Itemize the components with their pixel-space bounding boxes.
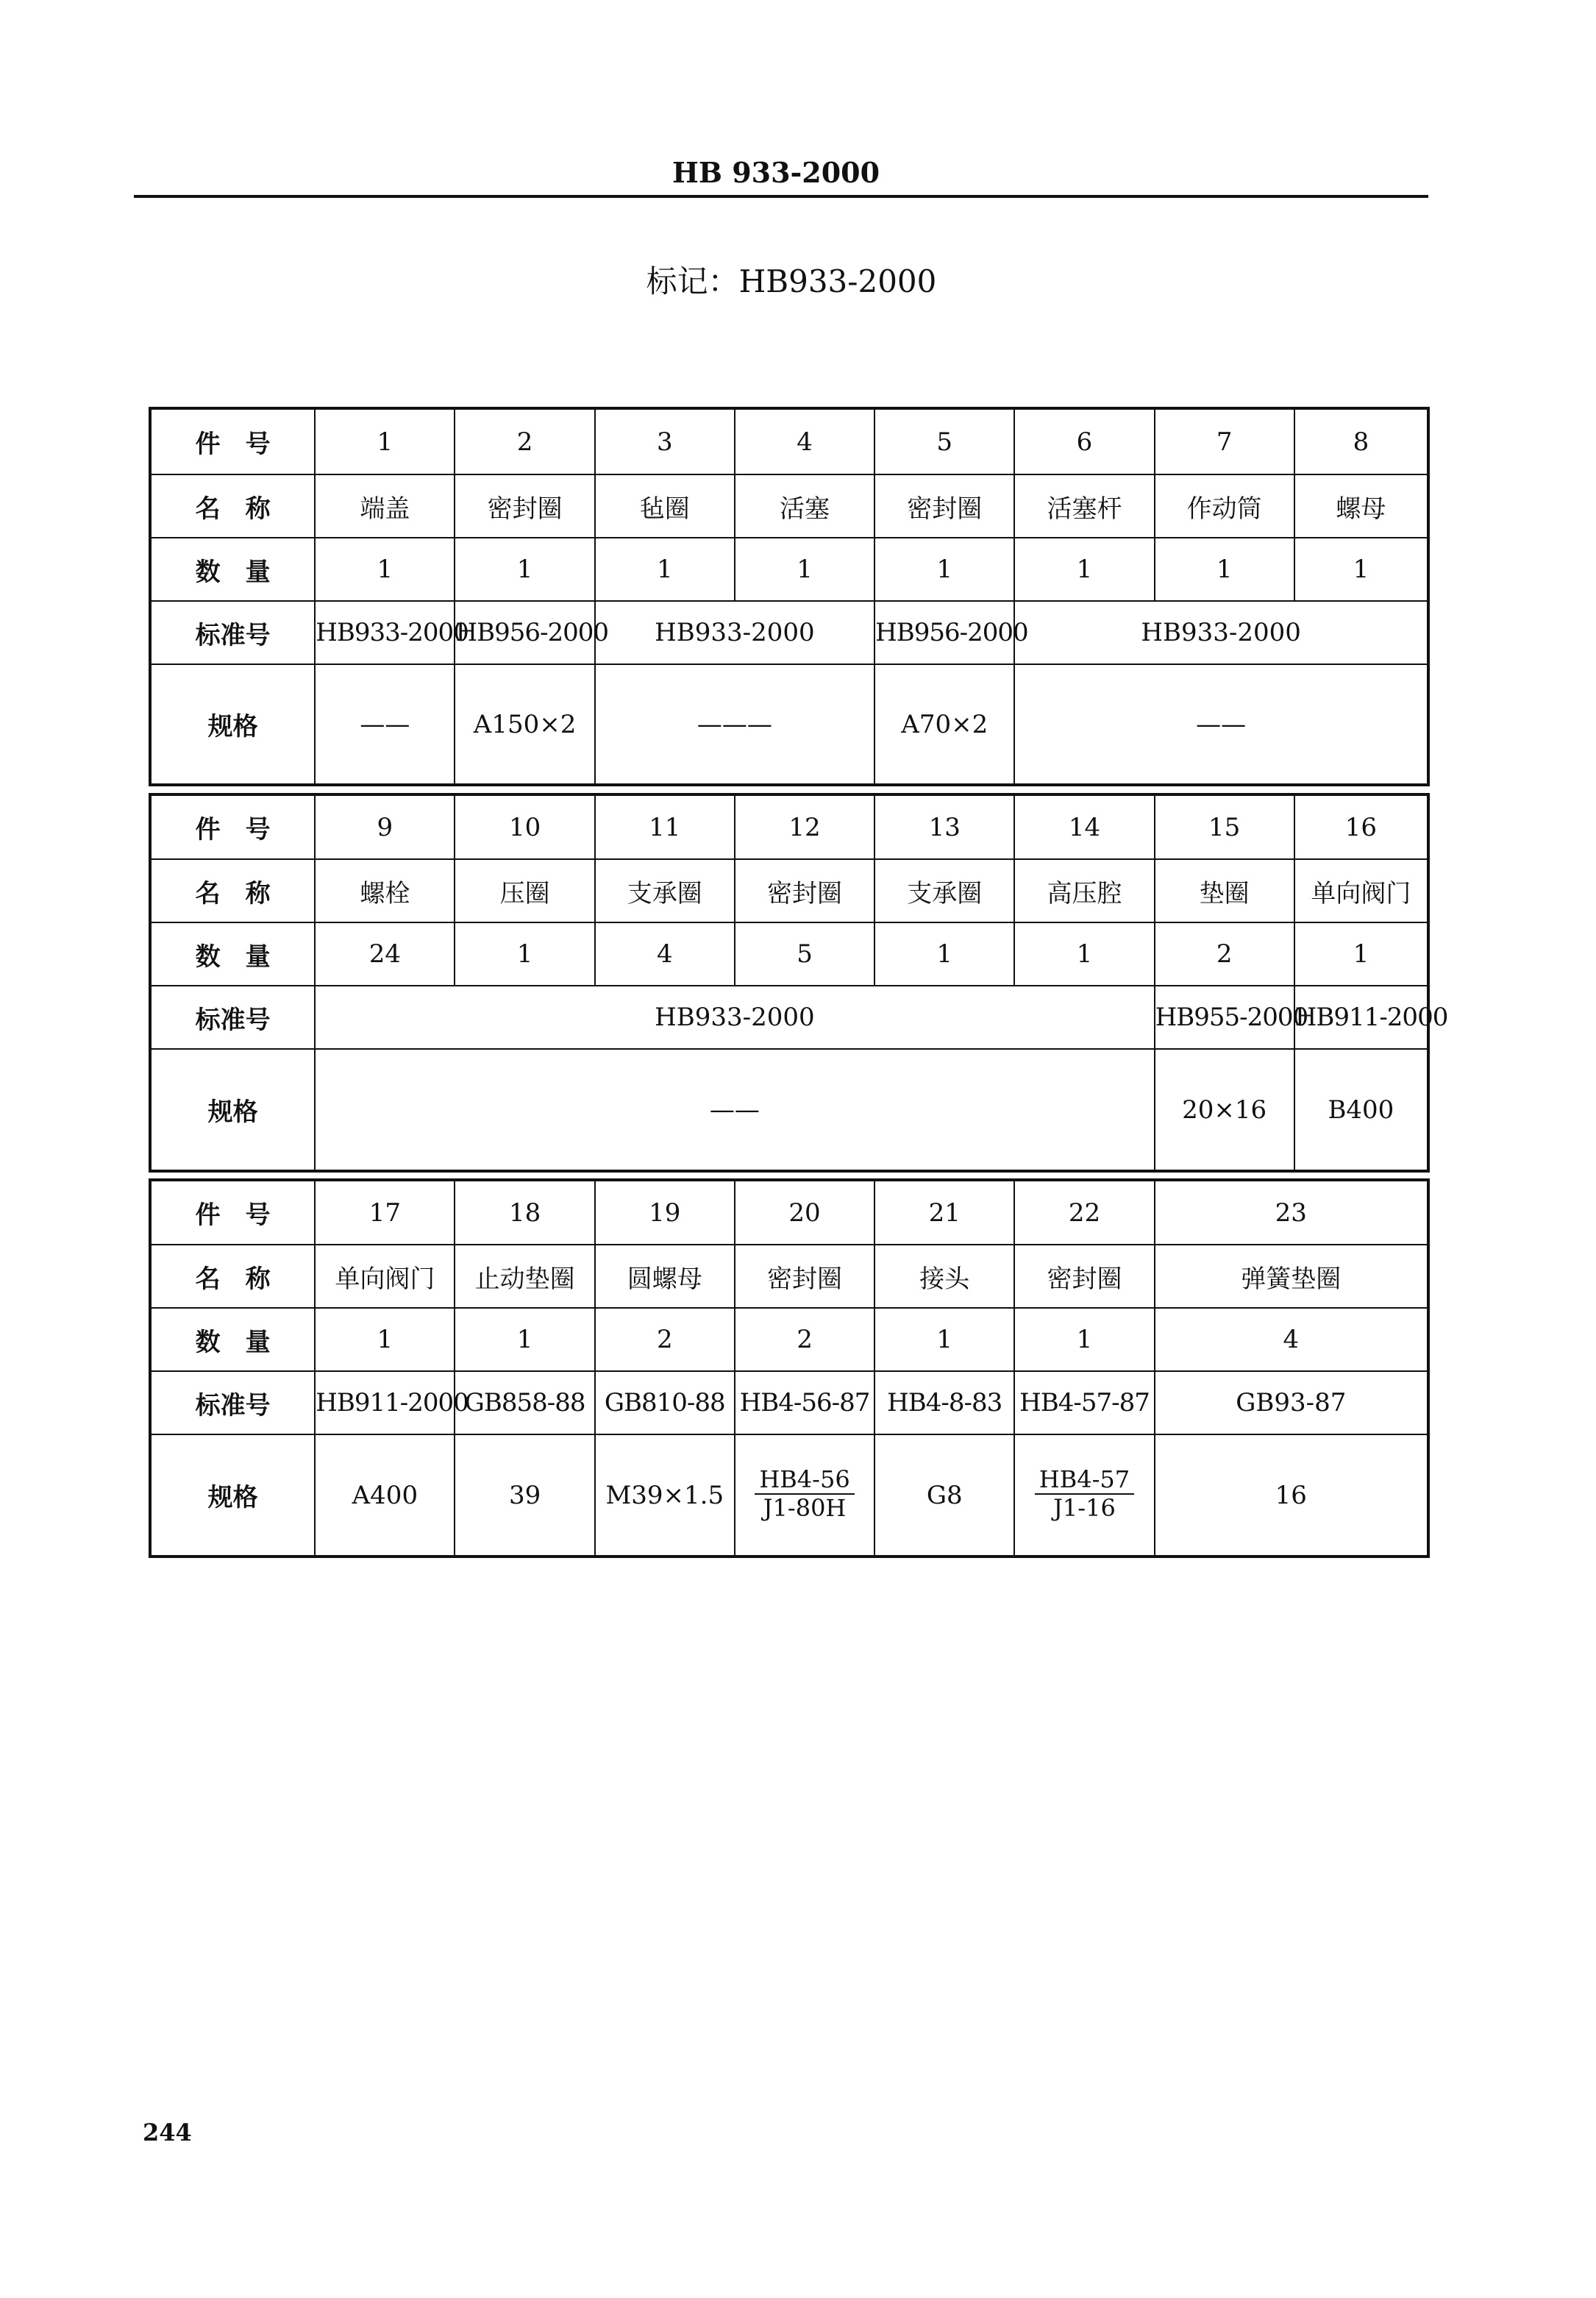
part-no-cell: 1 xyxy=(315,410,455,474)
spec-cell: G8 xyxy=(874,1434,1014,1555)
part-no-cell: 4 xyxy=(735,410,874,474)
name-cell: 单向阀门 xyxy=(315,1245,455,1308)
name-cell: 密封圈 xyxy=(1014,1245,1154,1308)
label-name: 名 称 xyxy=(152,1245,315,1308)
spec-cell: 20×16 xyxy=(1155,1049,1294,1170)
std-cell: HB911-2000 xyxy=(315,1371,455,1434)
name-cell: 活塞杆 xyxy=(1014,474,1154,538)
page-number: 244 xyxy=(143,2119,192,2146)
spec-cell: A150×2 xyxy=(455,664,594,783)
spec-cell: —— xyxy=(315,1049,1154,1170)
part-no-cell: 8 xyxy=(1294,410,1427,474)
spec-cell xyxy=(735,1434,874,1555)
part-no-cell: 9 xyxy=(315,796,455,859)
std-cell: HB4-56-87 xyxy=(735,1371,874,1434)
std-cell: HB933-2000 xyxy=(595,601,874,664)
part-no-cell: 5 xyxy=(874,410,1014,474)
std-cell: HB4-8-83 xyxy=(874,1371,1014,1434)
name-cell: 作动筒 xyxy=(1155,474,1294,538)
fraction-denominator: J1-16 xyxy=(1053,1494,1116,1523)
part-no-cell: 19 xyxy=(595,1181,735,1245)
name-cell: 支承圈 xyxy=(874,859,1014,922)
name-cell: 接头 xyxy=(874,1245,1014,1308)
spec-cell xyxy=(1014,1434,1154,1555)
part-no-cell: 12 xyxy=(735,796,874,859)
name-cell: 端盖 xyxy=(315,474,455,538)
qty-cell: 1 xyxy=(455,538,594,601)
part-no-cell: 17 xyxy=(315,1181,455,1245)
row-name xyxy=(152,859,1427,922)
part-no-cell: 11 xyxy=(595,796,735,859)
spec-cell: —— xyxy=(315,664,455,783)
qty-cell: 1 xyxy=(315,1308,455,1371)
qty-cell: 1 xyxy=(874,1308,1014,1371)
row-std xyxy=(152,986,1427,1049)
qty-cell: 1 xyxy=(455,1308,594,1371)
part-no-cell: 3 xyxy=(595,410,735,474)
qty-cell: 1 xyxy=(1294,538,1427,601)
name-cell: 螺母 xyxy=(1294,474,1427,538)
qty-cell: 1 xyxy=(1014,1308,1154,1371)
part-no-cell: 23 xyxy=(1155,1181,1427,1245)
qty-cell: 1 xyxy=(1014,538,1154,601)
name-cell: 密封圈 xyxy=(874,474,1014,538)
spec-cell: A70×2 xyxy=(874,664,1014,783)
row-part-no xyxy=(152,1181,1427,1245)
name-cell: 密封圈 xyxy=(455,474,594,538)
parts-table-block-1 xyxy=(149,407,1430,786)
row-spec xyxy=(152,1049,1427,1170)
label-name: 名 称 xyxy=(152,859,315,922)
running-header: HB 933-2000 xyxy=(671,156,880,189)
name-cell: 密封圈 xyxy=(735,1245,874,1308)
row-name xyxy=(152,474,1427,538)
std-cell: HB955-2000 xyxy=(1155,986,1294,1049)
part-no-cell: 18 xyxy=(455,1181,594,1245)
label-qty: 数 量 xyxy=(152,538,315,601)
qty-cell: 1 xyxy=(455,922,594,986)
std-cell: HB956-2000 xyxy=(455,601,594,664)
std-cell: HB933-2000 xyxy=(315,601,455,664)
label-std: 标准号 xyxy=(152,601,315,664)
row-qty xyxy=(152,1308,1427,1371)
qty-cell: 1 xyxy=(874,538,1014,601)
label-part-no: 件 号 xyxy=(152,410,315,474)
part-no-cell: 16 xyxy=(1294,796,1427,859)
label-std: 标准号 xyxy=(152,986,315,1049)
part-no-cell: 13 xyxy=(874,796,1014,859)
spec-cell: M39×1.5 xyxy=(595,1434,735,1555)
name-cell: 密封圈 xyxy=(735,859,874,922)
part-no-cell: 21 xyxy=(874,1181,1014,1245)
std-cell: HB933-2000 xyxy=(315,986,1154,1049)
name-cell: 压圈 xyxy=(455,859,594,922)
label-spec: 规格 xyxy=(152,664,315,783)
part-no-cell: 2 xyxy=(455,410,594,474)
qty-cell: 1 xyxy=(1294,922,1427,986)
spec-fraction xyxy=(755,1465,854,1523)
name-cell: 单向阀门 xyxy=(1294,859,1427,922)
qty-cell: 1 xyxy=(1014,922,1154,986)
std-cell: GB810-88 xyxy=(595,1371,735,1434)
marking-line: 标记：HB933-2000 xyxy=(646,263,937,299)
part-no-cell: 22 xyxy=(1014,1181,1154,1245)
qty-cell: 1 xyxy=(315,538,455,601)
header-rule xyxy=(134,195,1428,198)
qty-cell: 4 xyxy=(1155,1308,1427,1371)
name-cell: 高压腔 xyxy=(1014,859,1154,922)
part-no-cell: 20 xyxy=(735,1181,874,1245)
label-spec: 规格 xyxy=(152,1049,315,1170)
row-spec xyxy=(152,1434,1427,1555)
name-cell: 毡圈 xyxy=(595,474,735,538)
parts-table-block-2 xyxy=(149,793,1448,1173)
part-no-cell: 14 xyxy=(1014,796,1154,859)
row-part-no xyxy=(152,410,1427,474)
qty-cell: 1 xyxy=(1155,538,1294,601)
row-std xyxy=(152,1371,1427,1434)
part-no-cell: 7 xyxy=(1155,410,1294,474)
qty-cell: 1 xyxy=(595,538,735,601)
row-spec xyxy=(152,664,1427,783)
name-cell: 螺栓 xyxy=(315,859,455,922)
spec-cell: —— xyxy=(1014,664,1427,783)
spec-cell: A400 xyxy=(315,1434,455,1555)
std-cell: HB4-57-87 xyxy=(1014,1371,1154,1434)
fraction-denominator: J1-80H xyxy=(763,1494,847,1523)
std-cell: GB93-87 xyxy=(1155,1371,1427,1434)
std-cell: HB933-2000 xyxy=(1014,601,1427,664)
row-part-no xyxy=(152,796,1427,859)
label-spec: 规格 xyxy=(152,1434,315,1555)
qty-cell: 5 xyxy=(735,922,874,986)
std-cell: GB858-88 xyxy=(455,1371,594,1434)
part-no-cell: 15 xyxy=(1155,796,1294,859)
name-cell: 弹簧垫圈 xyxy=(1155,1245,1427,1308)
row-qty xyxy=(152,922,1427,986)
name-cell: 垫圈 xyxy=(1155,859,1294,922)
row-std xyxy=(152,601,1427,664)
label-qty: 数 量 xyxy=(152,1308,315,1371)
qty-cell: 2 xyxy=(1155,922,1294,986)
std-cell: HB911-2000 xyxy=(1294,986,1427,1049)
spec-fraction xyxy=(1035,1465,1134,1523)
part-no-cell: 10 xyxy=(455,796,594,859)
label-name: 名 称 xyxy=(152,474,315,538)
part-no-cell: 6 xyxy=(1014,410,1154,474)
qty-cell: 2 xyxy=(595,1308,735,1371)
spec-cell: ——— xyxy=(595,664,874,783)
spec-cell: 39 xyxy=(455,1434,594,1555)
label-std: 标准号 xyxy=(152,1371,315,1434)
spec-cell: 16 xyxy=(1155,1434,1427,1555)
qty-cell: 1 xyxy=(735,538,874,601)
fraction-numerator: HB4-56 xyxy=(755,1468,854,1495)
name-cell: 支承圈 xyxy=(595,859,735,922)
qty-cell: 24 xyxy=(315,922,455,986)
label-part-no: 件 号 xyxy=(152,1181,315,1245)
std-cell: HB956-2000 xyxy=(874,601,1014,664)
label-qty: 数 量 xyxy=(152,922,315,986)
qty-cell: 1 xyxy=(874,922,1014,986)
parts-table-block-3 xyxy=(149,1178,1430,1558)
qty-cell: 4 xyxy=(595,922,735,986)
name-cell: 圆螺母 xyxy=(595,1245,735,1308)
name-cell: 止动垫圈 xyxy=(455,1245,594,1308)
row-name xyxy=(152,1245,1427,1308)
row-qty xyxy=(152,538,1427,601)
spec-cell: B400 xyxy=(1294,1049,1427,1170)
fraction-numerator: HB4-57 xyxy=(1035,1468,1134,1495)
name-cell: 活塞 xyxy=(735,474,874,538)
qty-cell: 2 xyxy=(735,1308,874,1371)
label-part-no: 件 号 xyxy=(152,796,315,859)
